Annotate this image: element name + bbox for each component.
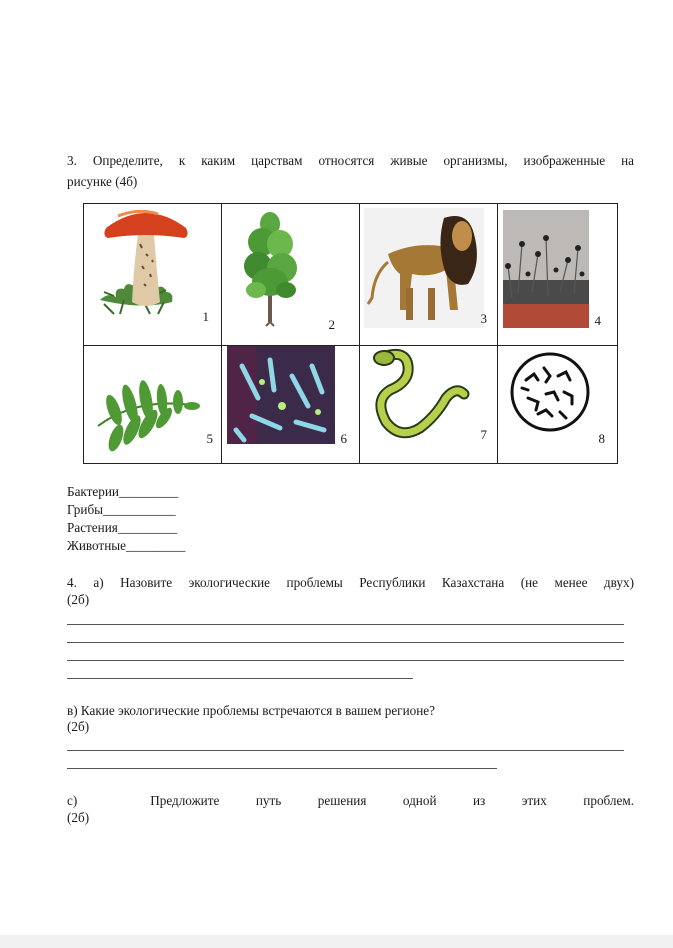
- figure-number: 2: [328, 317, 335, 332]
- answer-plants[interactable]: Растения_________: [67, 520, 178, 535]
- question-4c-points: (2б): [67, 810, 90, 825]
- kingdom-answer-list: [67, 483, 185, 555]
- answer-fungi[interactable]: Грибы___________: [67, 502, 176, 517]
- answer-line[interactable]: [67, 660, 624, 661]
- fern-leaf-icon: [84, 346, 222, 463]
- answer-line[interactable]: [67, 624, 624, 625]
- tree-icon: [222, 204, 360, 346]
- answer-line[interactable]: [67, 768, 497, 769]
- figure-cell-2: [222, 204, 360, 346]
- figure-number: 8: [598, 431, 605, 446]
- figure-number: 5: [206, 431, 213, 446]
- mushroom-icon: [84, 204, 222, 346]
- bacteria-icon: [222, 346, 360, 463]
- figure-cell-1: [84, 204, 222, 346]
- organisms-figure-grid: [83, 203, 618, 464]
- question-4a-text: 4. а) Назовите экологические проблемы Республики Казахстана (не менее двух): [67, 575, 634, 590]
- figure-number: 4: [594, 313, 601, 328]
- figure-cell-4: [498, 204, 617, 346]
- snake-icon: [360, 346, 498, 463]
- answer-line[interactable]: [67, 642, 624, 643]
- answer-bacteria[interactable]: Бактерии_________: [67, 484, 179, 499]
- page-bottom-strip: [0, 935, 673, 948]
- figure-cell-7: [360, 346, 498, 463]
- figure-number: 7: [480, 427, 487, 442]
- figure-cell-6: [222, 346, 360, 463]
- question-4b-points: (2б): [67, 719, 90, 734]
- lion-icon: [360, 204, 498, 346]
- figure-number: 1: [202, 309, 209, 324]
- figure-number: 3: [480, 311, 487, 326]
- figure-cell-8: [498, 346, 617, 463]
- figure-number: 6: [340, 431, 347, 446]
- question-3-line-2: рисунке (4б): [67, 174, 138, 189]
- answer-line[interactable]: [67, 750, 624, 751]
- question-3-line-1: 3. Определите, к каким царствам относятся живые организмы, изображенные на: [67, 153, 634, 168]
- question-4a-points: (2б): [67, 592, 90, 607]
- question-4c-text: с) Предложите путь решения одной из этих проблем.: [67, 793, 634, 808]
- answer-line[interactable]: [67, 678, 413, 679]
- figure-cell-5: [84, 346, 222, 463]
- question-4b-text: в) Какие экологические проблемы встречаются в вашем регионе?: [67, 703, 436, 718]
- answer-animals[interactable]: Животные_________: [67, 538, 186, 553]
- figure-cell-3: [360, 204, 498, 346]
